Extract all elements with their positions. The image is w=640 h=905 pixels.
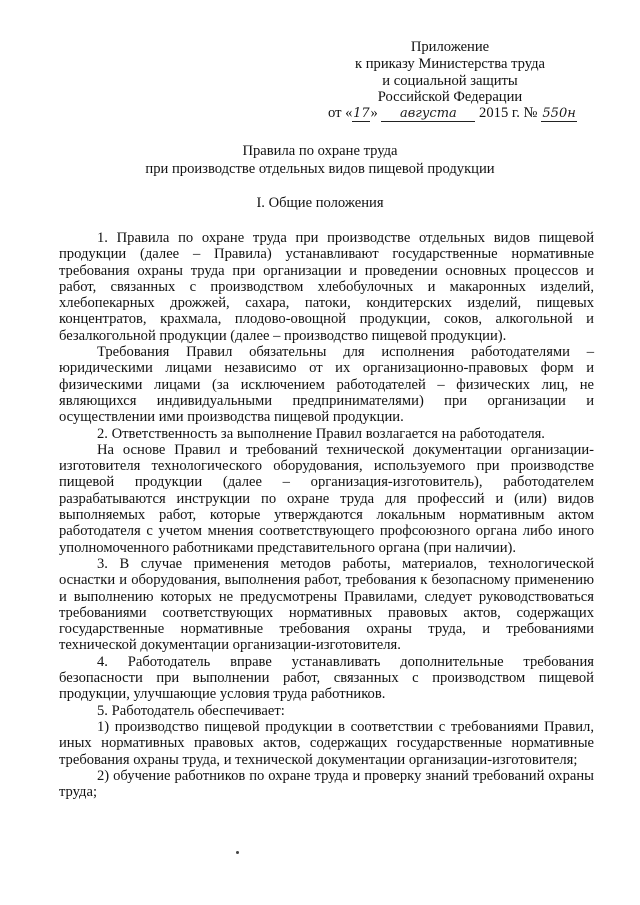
paragraph: 2. Ответственность за выполнение Правил возлагается на работодателя. — [97, 425, 545, 442]
order-date-number — [328, 104, 577, 122]
order-prefix: от « — [328, 105, 353, 121]
handwritten-order-number: 550н — [542, 106, 576, 121]
appendix-header — [300, 39, 600, 106]
paragraph: 4. Работодатель вправе устанавливать дополнительные требования безопасности при выполнении работ, связанных с производством пищевой продукции, улучшающие условия труда работников. — [59, 653, 594, 703]
paragraph: 3. В случае применения методов работы, материалов, технологической оснастки и оборудования, выполнения работ, требования к безопасному применению и выполнению которых не предусмотрены Правилами, следует руководствоваться требованиями соответствующих нормативных правовых актов, содержащих государственные нормативные требования охраны труда, и требованиями технической документации организации-изготовителя. — [59, 555, 594, 654]
title-line-1: Правила по охране труда — [242, 143, 398, 159]
scan-speck — [236, 851, 239, 854]
appendix-line: к приказу Министерства труда — [354, 55, 546, 72]
section-heading: I. Общие положения — [256, 195, 384, 211]
handwritten-month: августа — [381, 107, 475, 122]
paragraph: 1. Правила по охране труда при производстве отдельных видов пищевой продукции (далее – Правила) устанавливают государственные нормативные требования охраны труда при организации и проведении основных процессов и работ, связанных с производством хлебобулочных и макаронных изделий, хлебопекарных дрожжей, сахара, патоки, кондитерских изделий, пищевых концентратов, крахмала, плодово-овощной продукции, соков, алкогольной и безалкогольной продукции (далее – производство пищевой продукции). — [59, 230, 594, 344]
order-quote-close: » — [370, 105, 378, 121]
document-title — [0, 142, 640, 178]
appendix-line: и социальной защиты — [382, 72, 518, 89]
handwritten-day: 17 — [353, 106, 370, 121]
title-line-2: при производстве отдельных видов пищевой продукции — [145, 161, 495, 177]
paragraph: На основе Правил и требований технической документации организации-изготовителя технологического оборудования, используемого при производстве пищевой продукции (далее – организация-изготовитель), работодателем разрабатываются инструкции по охране труда для профессий и (или) видов выполняемых работ, которые утверждаются локальным нормативным актом работодателя с учетом мнения соответствующего профсоюзного органа либо иного уполномоченного работниками представительного органа (при наличии). — [59, 441, 594, 556]
paragraph: Требования Правил обязательны для исполнения работодателями – юридическими лицами независимо от их организационно-правовых форм и физическими лицами (за исключением работодателей – физических лиц, не являющихся индивидуальными предпринимателями) при организации и осуществлении ими производства пищевой продукции. — [59, 344, 594, 426]
paragraph: 5. Работодатель обеспечивает: — [97, 702, 285, 719]
appendix-line: Приложение — [410, 39, 490, 55]
document-body — [59, 230, 594, 800]
appendix-line: Российской Федерации — [377, 89, 523, 106]
paragraph: 1) производство пищевой продукции в соответствии с требованиями Правил, иных нормативных правовых актов, содержащих государственные нормативные требования охраны труда, и технической документации организации-изготовителя; — [59, 718, 594, 768]
paragraph: 2) обучение работников по охране труда и проверку знаний требований охраны труда; — [59, 767, 594, 801]
order-year: 2015 г. № — [479, 105, 538, 121]
